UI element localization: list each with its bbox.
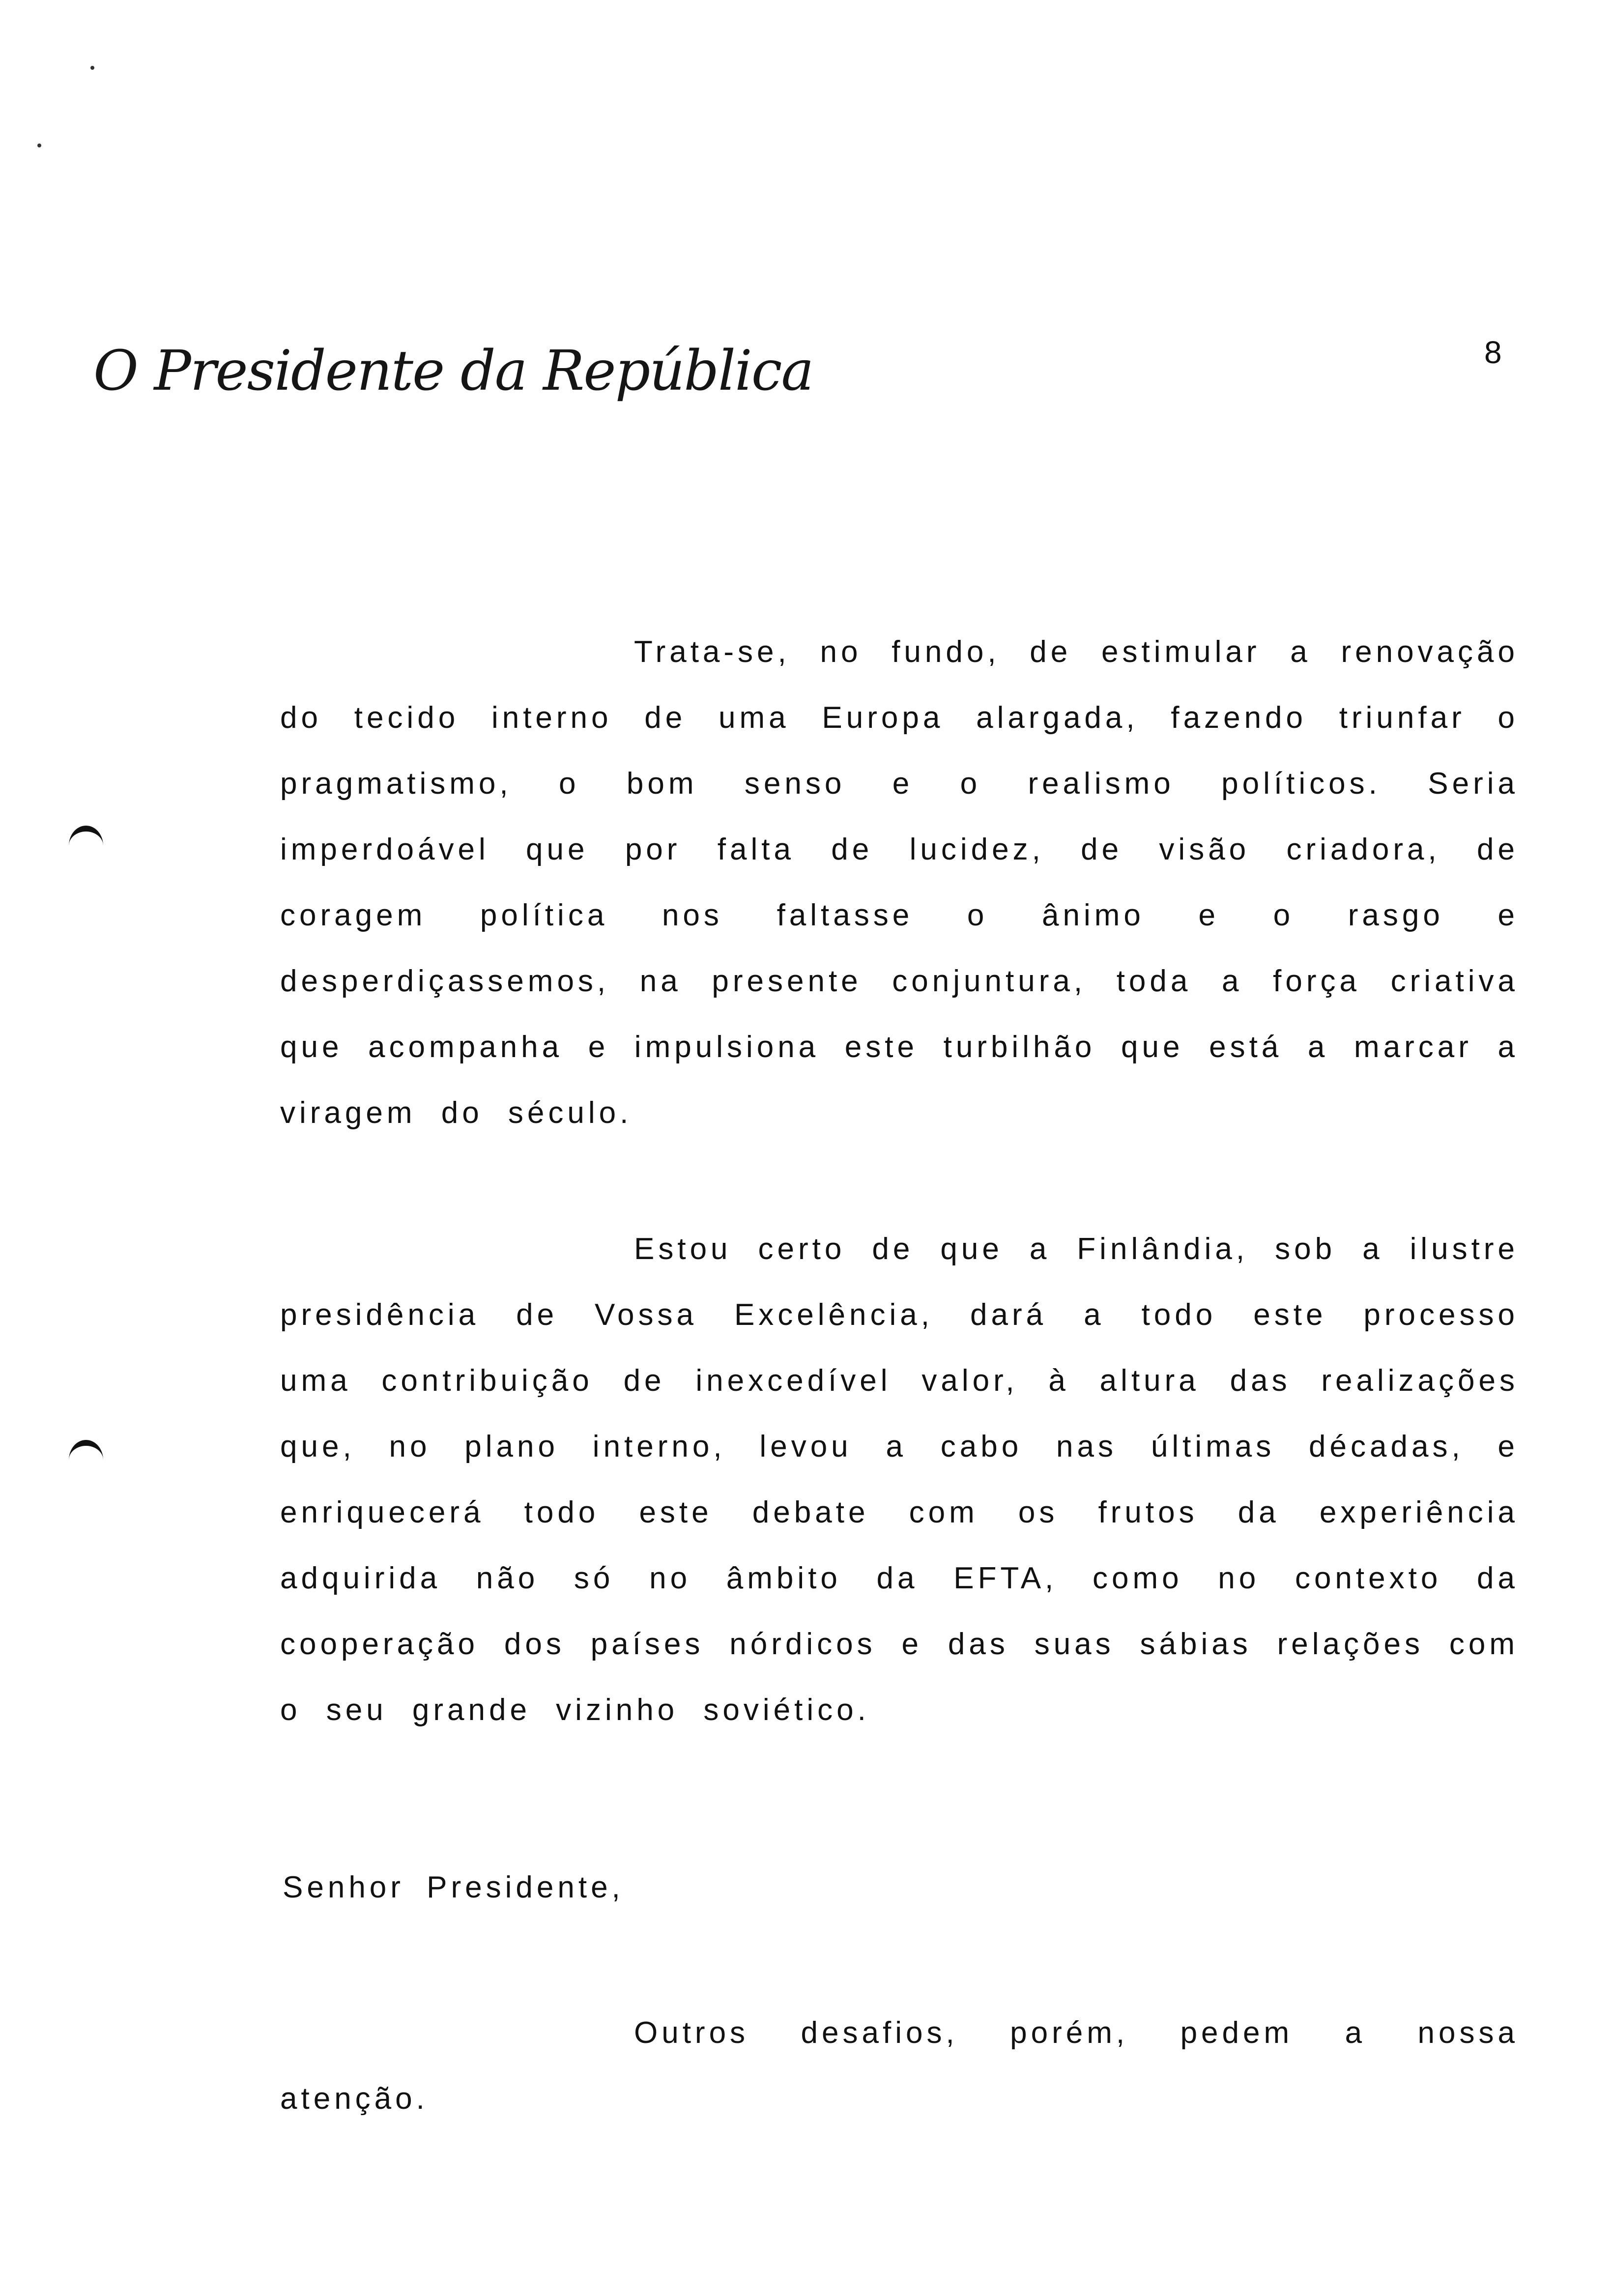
binder-hole-mark xyxy=(69,1440,103,1480)
scan-speck xyxy=(37,144,41,147)
paragraph-challenges: Outros desafios, porém, pedem a nossa atenção. xyxy=(280,2016,1519,2116)
salutation: Senhor Presidente, xyxy=(283,1870,624,1904)
paragraph-renewal: Trata-se, no fundo, de estimular a renovação do tecido interno de uma Europa alargada, fazendo triunfar o pragmatismo, o bom senso e o realismo políticos. Seria imperdoável que por falta de lucidez, de visão criadora, de coragem política nos faltasse o ânimo e o rasgo e desperdiçassemos, na presente conjuntura, toda a força criativa que acompanha e impulsiona este turbilhão que está a marcar a viragem do século. xyxy=(280,635,1519,1130)
binder-hole-mark xyxy=(69,826,103,866)
scan-speck xyxy=(90,66,94,70)
page-number: 8 xyxy=(1484,335,1502,370)
letterhead-title: O Presidente da República xyxy=(93,339,813,403)
paragraph-finland: Estou certo de que a Finlândia, sob a ilustre presidência de Vossa Excelência, dará a todo este processo uma contribuição de inexcedível valor, à altura das realizações que, no plano interno, levou a cabo nas últimas décadas, e enriquecerá todo este debate com os frutos da experiência adquirida não só no âmbito da EFTA, como no contexto da cooperação dos países nórdicos e das suas sábias relações com o seu grande vizinho soviético. xyxy=(280,1232,1519,1727)
